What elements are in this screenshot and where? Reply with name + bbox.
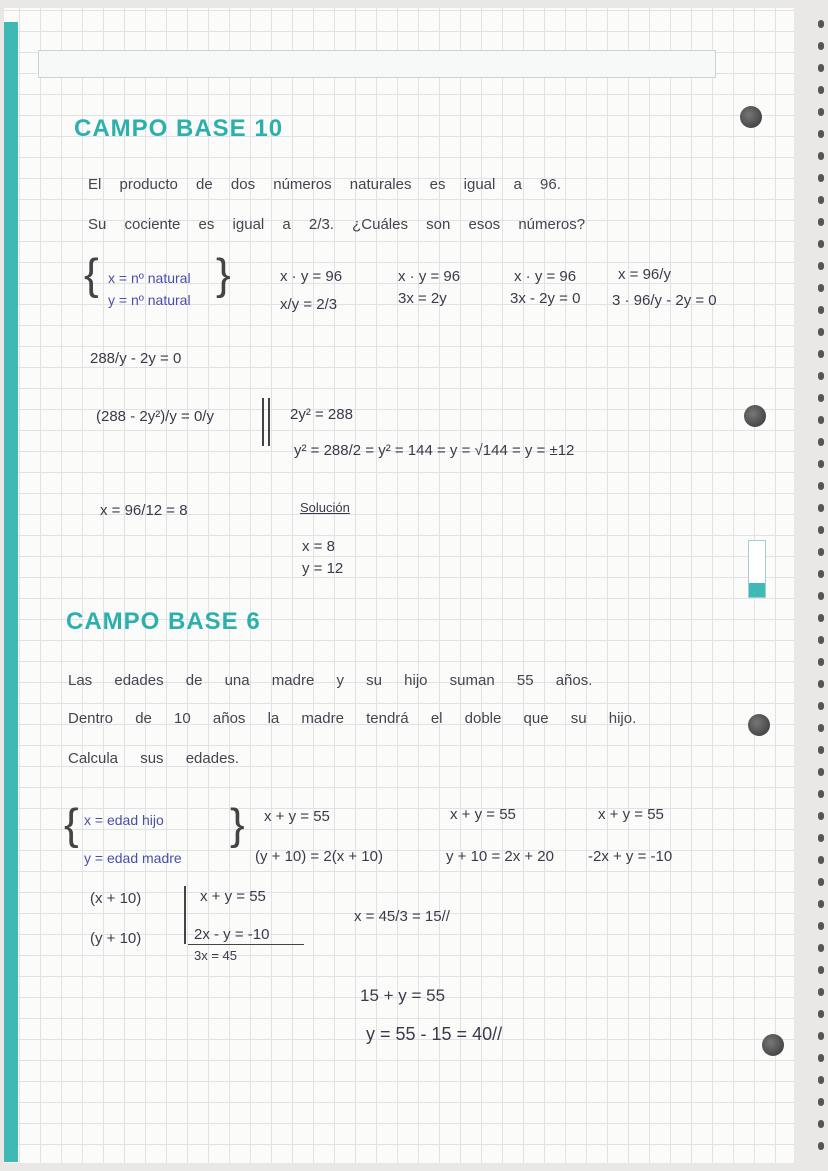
spiral-ring <box>818 20 824 28</box>
spiral-ring <box>818 372 824 380</box>
equation: 3x - 2y = 0 <box>510 290 581 307</box>
spiral-ring <box>818 768 824 776</box>
equation: x = 96/y <box>618 266 671 283</box>
spiral-ring <box>818 240 824 248</box>
section-title: CAMPO BASE 6 <box>66 608 261 635</box>
spiral-ring <box>818 944 824 952</box>
solution: y = 12 <box>302 560 344 577</box>
spiral-ring <box>818 856 824 864</box>
equation: 2x - y = -10 <box>194 926 270 943</box>
punch-hole <box>744 405 766 427</box>
spiral-ring <box>818 636 824 644</box>
equation: (y + 10) <box>90 930 142 947</box>
spiral-ring <box>818 306 824 314</box>
spiral-ring <box>818 328 824 336</box>
equation: 2y² = 288 <box>290 406 353 423</box>
equation: x · y = 96 <box>280 268 343 285</box>
spiral-ring <box>818 1098 824 1106</box>
spiral-ring <box>818 1120 824 1128</box>
equation: 3x = 45 <box>194 948 238 963</box>
equation: x + y = 55 <box>450 806 516 823</box>
equation: (x + 10) <box>90 890 142 907</box>
spiral-ring <box>818 64 824 72</box>
spiral-ring <box>818 658 824 666</box>
spiral-ring <box>818 196 824 204</box>
definition: y = edad madre <box>84 850 182 866</box>
problem-line: El producto de dos números naturales es igual a 96. <box>88 176 561 193</box>
equation: (288 - 2y²)/y = 0/y <box>96 408 214 425</box>
spiral-ring <box>818 922 824 930</box>
spiral-ring <box>818 460 824 468</box>
definition: y = nº natural <box>108 292 191 308</box>
spiral-ring <box>818 350 824 358</box>
punch-hole <box>762 1034 784 1056</box>
equation: x · y = 96 <box>514 268 577 285</box>
punch-hole <box>740 106 762 128</box>
equation: x/y = 2/3 <box>280 296 338 313</box>
definition: x = nº natural <box>108 270 191 286</box>
equation: 3 · 96/y - 2y = 0 <box>612 292 717 309</box>
brace: } <box>230 800 245 849</box>
brace: } <box>216 250 231 299</box>
result: x = 45/3 = 15// <box>354 908 450 925</box>
spiral-ring <box>818 416 824 424</box>
spiral-ring <box>818 834 824 842</box>
equation: y² = 288/2 = y² = 144 = y = √144 = y = ±12 <box>294 442 575 459</box>
brace: { <box>64 800 79 849</box>
spiral-ring <box>818 218 824 226</box>
spiral-ring <box>818 702 824 710</box>
equation: x · y = 96 <box>398 268 461 285</box>
equation: x + y = 55 <box>598 806 664 823</box>
spiral-ring <box>818 108 824 116</box>
spiral-ring <box>818 394 824 402</box>
spiral-ring <box>818 42 824 50</box>
spiral-ring <box>818 966 824 974</box>
spiral-ring <box>818 614 824 622</box>
problem-line: Calcula sus edades. <box>68 750 240 767</box>
header-box <box>38 50 716 78</box>
equation: (y + 10) = 2(x + 10) <box>255 848 383 865</box>
equation: -2x + y = -10 <box>588 848 673 865</box>
problem-line: Las edades de una madre y su hijo suman 55 años. <box>68 672 593 689</box>
spiral-ring <box>818 570 824 578</box>
divider <box>184 886 186 944</box>
problem-line: Su cociente es igual a 2/3. ¿Cuáles son esos números? <box>88 216 586 233</box>
spiral-ring <box>818 482 824 490</box>
spiral-ring <box>818 988 824 996</box>
equation: 15 + y = 55 <box>360 986 446 1005</box>
equation: x + y = 55 <box>264 808 330 825</box>
equation: y + 10 = 2x + 20 <box>446 848 554 865</box>
spiral-ring <box>818 724 824 732</box>
page-margin-strip <box>4 22 18 1162</box>
spiral-ring <box>818 86 824 94</box>
spiral-ring <box>818 504 824 512</box>
equation: 288/y - 2y = 0 <box>90 350 182 367</box>
equation: x = 96/12 = 8 <box>100 502 188 519</box>
spiral-ring <box>818 878 824 886</box>
result: y = 55 - 15 = 40// <box>366 1024 503 1044</box>
spiral-ring <box>818 152 824 160</box>
equation: x + y = 55 <box>200 888 266 905</box>
spiral-ring <box>818 130 824 138</box>
spiral-ring <box>818 746 824 754</box>
solution-label: Solución <box>300 500 350 515</box>
spiral-ring <box>818 1032 824 1040</box>
spiral-ring <box>818 592 824 600</box>
spiral-ring <box>818 526 824 534</box>
page-tab <box>748 540 766 598</box>
divider <box>268 398 270 446</box>
spiral-ring <box>818 1076 824 1084</box>
spiral-ring <box>818 548 824 556</box>
spiral-ring <box>818 812 824 820</box>
problem-line: Dentro de 10 años la madre tendrá el doble que su hijo. <box>68 710 637 727</box>
solution: x = 8 <box>302 538 335 555</box>
spiral-ring <box>818 174 824 182</box>
brace: { <box>84 250 99 299</box>
equation: 3x = 2y <box>398 290 447 307</box>
spiral-ring <box>818 1010 824 1018</box>
section-title: CAMPO BASE 10 <box>74 115 284 142</box>
spiral-ring <box>818 1142 824 1150</box>
spiral-ring <box>818 680 824 688</box>
definition: x = edad hijo <box>84 812 164 828</box>
spiral-ring <box>818 284 824 292</box>
punch-hole <box>748 714 770 736</box>
sum-line <box>188 944 304 945</box>
spiral-ring <box>818 1054 824 1062</box>
divider <box>262 398 264 446</box>
spiral-ring <box>818 790 824 798</box>
spiral-ring <box>818 438 824 446</box>
spiral-ring <box>818 900 824 908</box>
spiral-ring <box>818 262 824 270</box>
